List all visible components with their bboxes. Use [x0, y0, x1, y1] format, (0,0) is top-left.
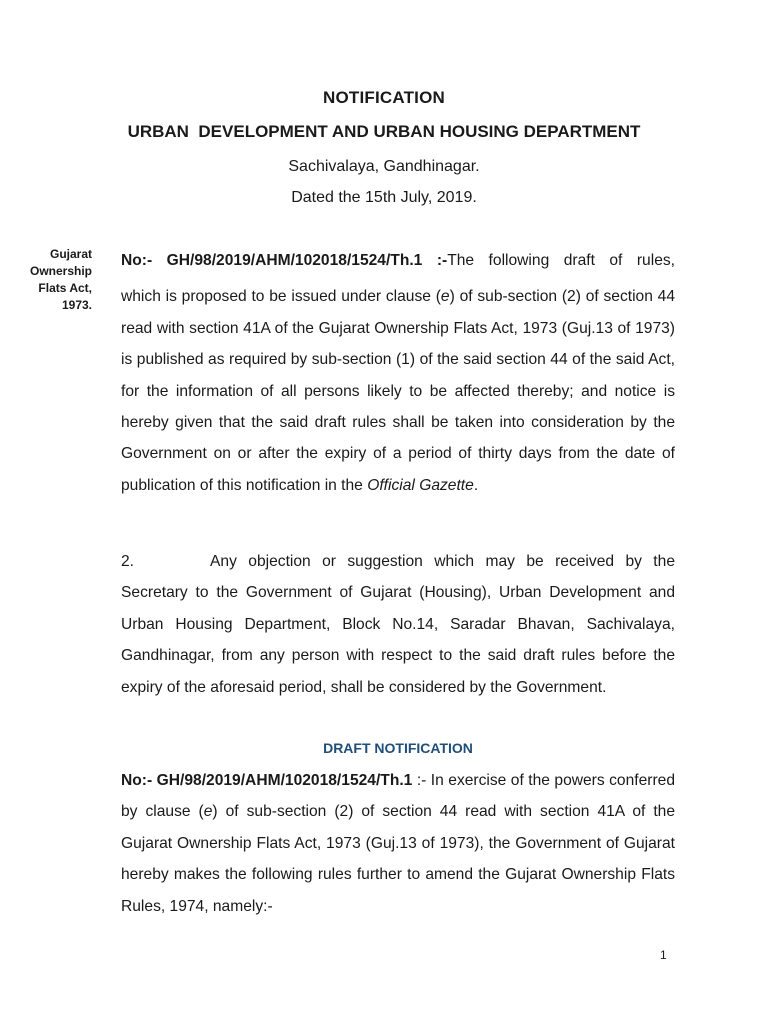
date-line: Dated the 15th July, 2019. — [291, 189, 477, 206]
draft-reference-number: No:- GH/98/2019/AHM/102018/1524/Th.1 — [121, 772, 413, 789]
margin-note-line: Flats Act, — [38, 281, 92, 295]
department-heading: URBAN DEVELOPMENT AND URBAN HOUSING DEPARTMENT — [127, 122, 641, 141]
paragraph-1-text: ) of sub-section (2) of section 44 read with section 41A of the Gujarat Ownership Flats Act, 1973 (Guj.13 of 1973) is published as required by sub-section (1) of the said section 44 of the said Act, for the information of all persons likely to be affected thereby; and notice is hereby given that the said draft rules shall be taken into consideration by the Government on or after the expiry of a period of thirty days from the date of publication of this notification in the — [121, 288, 675, 494]
margin-note-line: Gujarat — [49, 247, 92, 261]
draft-text: :- In exercise of the powers conferred by clause ( — [121, 772, 675, 821]
notification-title: NOTIFICATION — [322, 88, 445, 107]
gazette-name: Official Gazette — [367, 476, 474, 494]
reference-number: No:- GH/98/2019/AHM/102018/1524/Th.1 — [121, 252, 423, 269]
clause-letter: e — [203, 803, 213, 821]
margin-note-line: Ownership — [29, 264, 92, 278]
paragraph-1-first-line — [121, 245, 675, 276]
paragraph-2 — [121, 546, 675, 703]
place-line: Sachivalaya, Gandhinagar. — [288, 158, 480, 175]
draft-notification-heading: DRAFT NOTIFICATION — [323, 740, 473, 756]
margin-note — [12, 246, 92, 314]
paragraph-number: 2. — [121, 553, 135, 570]
paragraph-2-text: Any objection or suggestion which may be received by the Secretary to the Government of Gujarat (Housing), Urban Development and Urban Housing Department, Block No.14, Saradar Bhavan, Sachivalaya, Gandhinagar, from any person with respect to the said draft rules before the expiry of the aforesaid period, shall be considered by the Government. — [121, 553, 675, 696]
paragraph-1-end: . — [473, 476, 479, 494]
paragraph-1-lead: The following draft of rules, — [447, 252, 675, 269]
page-number: 1 — [660, 948, 667, 962]
paragraph-1 — [121, 245, 675, 501]
reference-separator: :- — [422, 252, 448, 269]
margin-note-line: 1973. — [61, 298, 92, 312]
draft-paragraph — [121, 765, 675, 922]
paragraph-1-text: which is proposed to be issued under clause ( — [121, 288, 441, 306]
clause-letter: e — [440, 288, 450, 306]
draft-text: ) of sub-section (2) of section 44 read with section 41A of the Gujarat Ownership Flats Act, 1973 (Guj.13 of 1973), the Government of Gujarat hereby makes the following rules further to amend the Gujarat Ownership Flats Rules, 1974, namely:- — [121, 803, 675, 915]
